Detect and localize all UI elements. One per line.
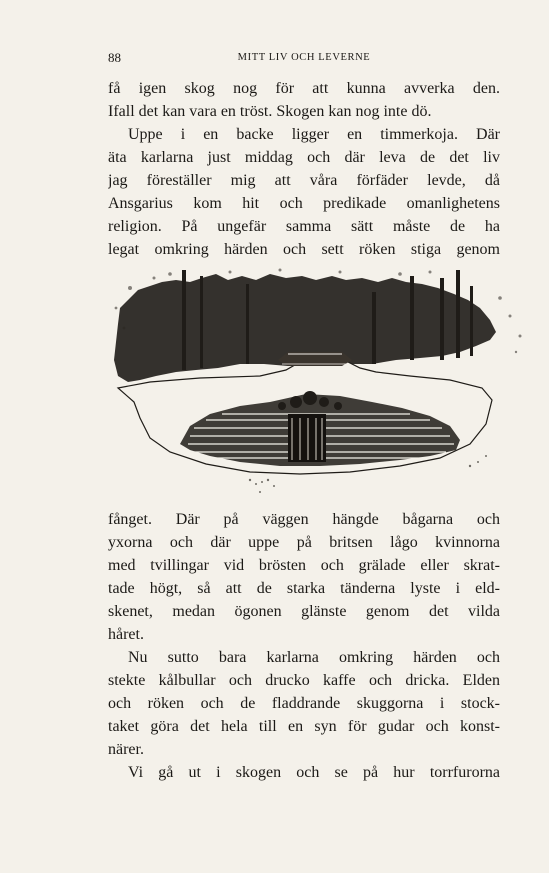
text-line: jag föreställer mig att våra förfäder levde, då xyxy=(108,172,500,189)
log-cabin-illustration xyxy=(110,268,532,500)
text-line: religion. På ungefär samma sätt måste de ha xyxy=(108,218,500,235)
text-block-bottom xyxy=(108,508,500,784)
text-line: med tvillingar vid brösten och grälade eller skrat- xyxy=(108,557,500,574)
text-line: håret. xyxy=(108,626,144,643)
text-line: taket göra det hela till en syn för gudar och konst- xyxy=(108,718,500,735)
text-line: legat omkring härden och sett röken stiga genom xyxy=(108,241,500,258)
text-line: äta karlarna just middag och där leva de det liv xyxy=(108,149,500,166)
page-header xyxy=(108,50,500,70)
page-number: 88 xyxy=(108,50,121,65)
text-line: yxorna och där uppe på britsen lågo kvinnorna xyxy=(108,534,500,551)
text-line: få igen skog nog för att kunna avverka den. xyxy=(108,80,500,97)
text-line: Ansgarius kom hit och predikade omanlighetens xyxy=(108,195,500,212)
text-line: och röken och de fladdrande skuggorna i stock- xyxy=(108,695,500,712)
text-line: fånget. Där på väggen hängde bågarna och xyxy=(108,511,500,528)
text-line: Ifall det kan vara en tröst. Skogen kan nog inte dö. xyxy=(108,103,432,120)
text-line: närer. xyxy=(108,741,144,758)
text-line: stekte kålbullar och drucko kaffe och dricka. Elden xyxy=(108,672,500,689)
text-line: Vi gå ut i skogen och se på hur torrfurorna xyxy=(128,764,500,781)
running-head: MITT LIV OCH LEVERNE xyxy=(237,52,371,63)
text-line: Uppe i en backe ligger en timmerkoja. Där xyxy=(128,126,500,143)
text-line: Nu sutto bara karlarna omkring härden och xyxy=(128,649,500,666)
text-line: tade högt, så att de starka tänderna lyste i eld- xyxy=(108,580,500,597)
text-block-top xyxy=(108,77,500,261)
text-line: skenet, medan ögonen glänste genom det vilda xyxy=(108,603,500,620)
